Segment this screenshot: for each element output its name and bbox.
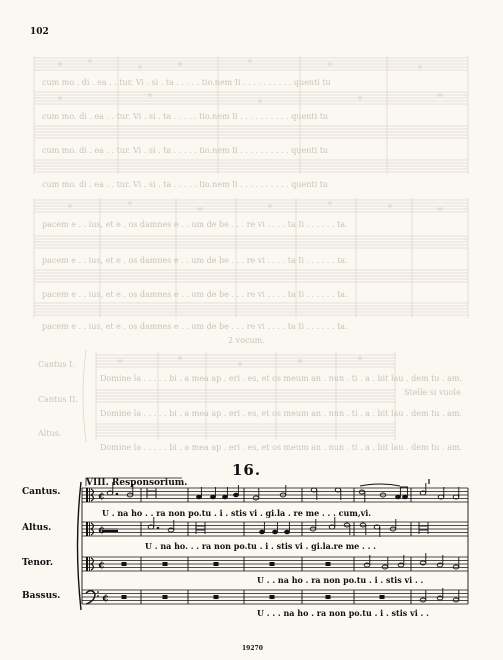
- staff-tenor: [82, 557, 468, 571]
- lyric-bassus: U . . . na ho . ra non po.tu . i . stis vi . .: [257, 608, 429, 618]
- section-title: VIII. Responsorium.: [86, 478, 188, 488]
- altus-notes: [102, 517, 428, 537]
- staff-bassus: [82, 590, 468, 604]
- voice-label-bassus: Bassus.: [22, 591, 61, 601]
- system-brace: [78, 482, 82, 610]
- piece-number: 16.: [232, 461, 262, 479]
- voice-label-altus: Altus.: [22, 523, 52, 533]
- voice-label-tenor: Tenor.: [22, 558, 53, 568]
- page-number: 102: [30, 27, 49, 37]
- svg-text:¢: ¢: [98, 491, 105, 502]
- lyric-altus: U . na ho. . . ra non po.tu . i . stis vi . gi.la.re me . . .: [145, 541, 376, 551]
- svg-text:¢: ¢: [98, 525, 105, 536]
- faded-voice-label: Cantus I.: [38, 360, 75, 369]
- lyric-tenor: U . . na ho . ra non po.tu . i . stis vi . .: [257, 575, 424, 585]
- faded-lyric: Domine la . . . . . bi . a mea ap . eri . es, et os meum an . nun . ti . a . bit lau . dem tu . am.: [100, 374, 462, 383]
- staff-cantus: [82, 488, 468, 502]
- faded-sub-heading: 2 vocum.: [228, 336, 265, 345]
- faded-lyric: pacem e . . ius, et e . os damnes e . . um de be . . . re vi . . . . ta Ii . . . . . . ta.: [42, 290, 348, 299]
- faded-lyric: Domine la . . . . . bi . a mea ap . eri . es, et os meum an . nun . ti . a . bit lau . dem tu . am.: [100, 409, 462, 418]
- faded-side-note: Stelle si vuole: [404, 388, 461, 397]
- plate-number: 19270: [242, 645, 263, 652]
- title-bracket: [86, 478, 182, 486]
- faded-voice-label: Cantus II.: [38, 395, 78, 404]
- svg-text:¢: ¢: [98, 560, 105, 571]
- faded-lyric: cum mo. di . ea . . tur. Vi . si . ta . . . . . tio.nem Ii . . . . . . . . . . quenti tu: [42, 146, 329, 155]
- faded-lyric: cum mo. di . ea . . tur. Vi . si . ta . . . . . tio.nem Ii . . . . . . . . . . quenti tu: [42, 180, 329, 189]
- faded-lyric: Domine la . . . . . bi . a mea ap . eri . es, et os meum an . nun . ti . a . bit lau . dem tu . am.: [100, 443, 462, 452]
- faded-lyric: cum mo. di . ea . . tur. Vi . si . ta . . . . . tio.nem Ii . . . . . . . . . . quenti tu: [42, 112, 329, 121]
- faded-lyric: cum mo . di . ea . . tur. Vi . si . ta . . . . . tio.nem Ii . . . . . . . . . . quenti tu: [42, 78, 331, 87]
- c-clef-icon: [86, 488, 94, 571]
- lyric-cantus: U . na ho . . ra non po.tu . i . stis vi . gi.la . re me . . . cum,vi.: [102, 508, 372, 518]
- tenor-notes: [122, 553, 459, 569]
- faded-lyric: pacem e . . ius, et e . os damnes e . . um de be . . . re vi . . . . ta Ii . . . . . . ta.: [42, 220, 348, 229]
- faded-lyric: pacem e . . ius, et e . os damnes e . . um de be . . . re vi . . . . ta Ii . . . . . . ta.: [42, 322, 348, 331]
- faded-lyric: pacem e . . ius, et e . os damnes e . . um de be . . . re vi . . . . ta Ii . . . . . . ta.: [42, 256, 348, 265]
- voice-label-cantus: Cantus.: [22, 487, 61, 497]
- faded-voice-label: Altus.: [38, 429, 62, 438]
- svg-text:¢: ¢: [102, 593, 109, 604]
